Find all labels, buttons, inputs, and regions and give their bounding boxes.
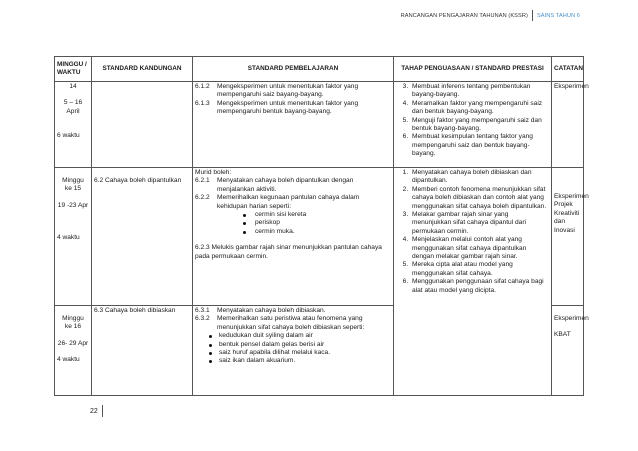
week-cell: Minggu ke 15 19 -23 Apr 4 waktu bbox=[55, 168, 92, 306]
learning-standard-cell: Murid boleh: 6.2.1 Menyatakan cahaya boleh dipantulkan dengan menjalankan aktiviti. 6.2.2 Memerihalkan kegunaan pantulan cahaya dalam kehidupan harian seperti: cermin sisi kereta periskop cermin muka. 6.2.3 Melukis gambar rajah sinar menunjukkan pantulan cahaya pada permukaan cermin. bbox=[193, 168, 394, 306]
standard-item: 6.3.2 Memerihalkan satu peristiwa atau fenomena yang menunjukkan sifat cahaya boleh dibiaskan seperti: bbox=[195, 315, 365, 331]
performance-cell bbox=[394, 82, 552, 168]
standard-item: 6.3.1 Menyatakan cahaya boleh dibiaskan. bbox=[195, 307, 326, 314]
example-list: cermin sisi kereta periskop cermin muka. bbox=[195, 211, 391, 236]
bullet-icon bbox=[243, 214, 246, 217]
col-week: MINGGU / WAKTU bbox=[55, 57, 92, 82]
page-number: 22 bbox=[90, 407, 98, 415]
table-header-row bbox=[55, 57, 584, 82]
performance-cell bbox=[394, 168, 552, 396]
running-header bbox=[401, 10, 580, 21]
performance-list: 3. Membuat inferens tentang pembentukan bayang-bayang. 4. Meramalkan faktor yang mempengaruhi saiz dan bentuk bayang-bayang. 5. Menguji faktor yang mempengaruhi saiz dan bentuk bayang-bayang. 6. Membuat kesimpulan tentang faktor yang mempengaruhi saiz dan bentuk bayang-bayang. bbox=[396, 83, 549, 159]
content-standard-cell bbox=[92, 82, 193, 168]
bullet-icon bbox=[209, 335, 212, 338]
standard-item: 6.1.3 Mengeksperimen untuk menentukan faktor yang mempengaruhi bentuk bayang-bayang. bbox=[195, 99, 359, 116]
performance-list: 1. Menyatakan cahaya boleh dibiaskan dan dipantulkan. 2. Memberi contoh fenomena menunjukkan sifat cahaya boleh dibiaskan dan contoh alat yang menggunakan sifat cahaya boleh dipantulkan. 3. Melakar gambar rajah sinar yang menunjukkan sifat cahaya dipantul dari permukaan cermin. 4. Menjelaskan melalui contoh alat yang menggunakan sifat cahaya dipantulkan dengan melakar gambar rajah sinar. 5. Mereka cipta alat atau model yang menggunakan sifat cahaya. 6. Menggunakan penggunaan sifat cahaya bagi alat atau model yang dicipta. bbox=[396, 169, 549, 295]
learning-standard-cell bbox=[193, 306, 394, 396]
header-divider bbox=[532, 10, 533, 21]
doc-title: RANCANGAN PENGAJARAN TAHUNAN (KSSR) bbox=[400, 12, 528, 19]
page-footer bbox=[90, 405, 103, 417]
notes-cell: Eksperimen Projek Kreativiti dan Inovasi bbox=[552, 168, 584, 306]
content-standard-cell: 6.2 Cahaya boleh dipantulkan bbox=[92, 168, 193, 306]
table-row bbox=[55, 168, 584, 306]
standard-item: 6.2.2 Memerihalkan kegunaan pantulan cahaya dalam kehidupan harian seperti: bbox=[195, 194, 360, 210]
notes-cell: Eksperimen bbox=[552, 82, 584, 168]
content-standard-cell: 6.3 Cahaya boleh dibiaskan bbox=[92, 306, 193, 396]
bullet-icon bbox=[209, 352, 212, 355]
week-cell: 14 5 – 16 April 6 waktu bbox=[55, 82, 92, 168]
bullet-icon bbox=[243, 222, 246, 225]
col-performance: TAHAP PENGUASAAN / STANDARD PRESTASI bbox=[394, 57, 552, 82]
learning-standard-cell bbox=[193, 82, 394, 168]
subject-label: SAINS TAHUN 6 bbox=[536, 12, 580, 19]
notes-cell: Eksperimen KBAT bbox=[552, 306, 584, 396]
table-row bbox=[55, 82, 584, 168]
standard-item: 6.1.2 Mengeksperimen untuk menentukan faktor yang mempengaruhi saiz bayang-bayang. bbox=[195, 83, 359, 99]
col-content-standard: STANDARD KANDUNGAN bbox=[92, 57, 193, 82]
example-list: kedudukan duit syiling dalam air bentuk pensel dalam gelas berisi air saiz huruf apabila dilihat melalui kaca. saiz ikan dalam akuarium. bbox=[195, 332, 391, 366]
week-cell: Minggu ke 16 26- 29 Apr 4 waktu bbox=[55, 306, 92, 396]
bullet-icon bbox=[209, 344, 212, 347]
bullet-icon bbox=[209, 360, 212, 363]
col-learning-standard: STANDARD PEMBELAJARAN bbox=[193, 57, 394, 82]
standard-item: 6.2.1 Menyatakan cahaya boleh dipantulkan dengan menjalankan aktiviti. bbox=[195, 177, 354, 193]
col-notes: CATATAN bbox=[552, 57, 584, 82]
footer-divider bbox=[102, 405, 103, 417]
bullet-icon bbox=[243, 231, 246, 234]
lesson-plan-table bbox=[54, 56, 589, 396]
